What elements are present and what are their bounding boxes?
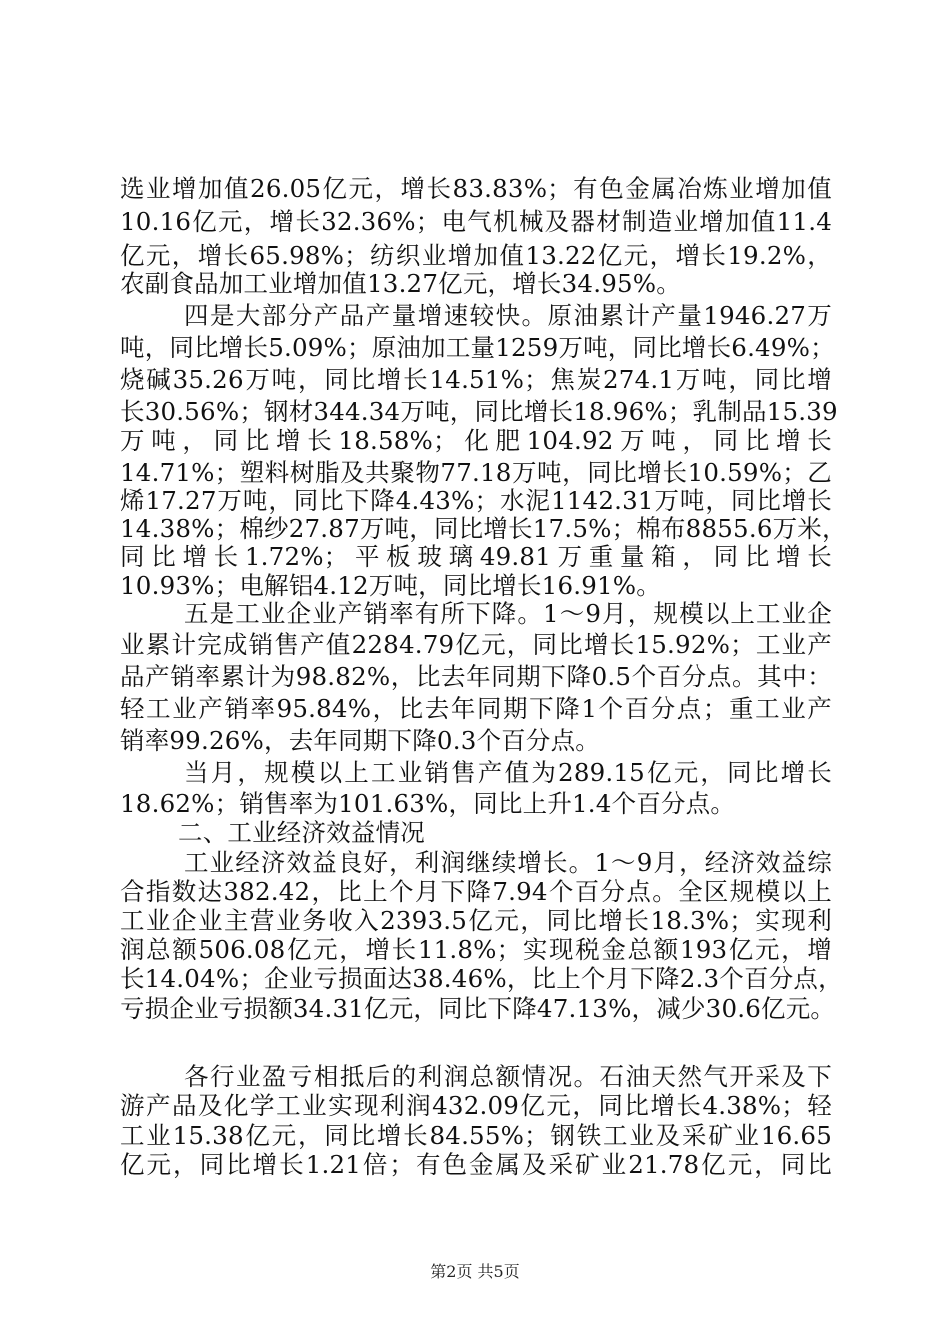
text-line: 业累计完成销售产值2284.79亿元，同比增长15.92%；工业产: [120, 630, 832, 659]
text-line: 10.93%；电解铝4.12万吨，同比增长16.91%。: [120, 571, 661, 600]
text-line: 长14.04%；企业亏损面达38.46%，比上个月下降2.3个百分点，: [120, 964, 843, 993]
text-line: 14.71%；塑料树脂及共聚物77.18万吨，同比增长10.59%；乙: [120, 458, 832, 487]
text-line: 农副食品加工业增加值13.27亿元，增长34.95%。: [120, 269, 681, 298]
text-line: 10.16亿元，增长32.36%；电气机械及器材制造业增加值11.4: [120, 207, 832, 236]
text-line: 万吨，同比增长18.58%；化肥104.92万吨，同比增长: [120, 426, 832, 455]
text-line: 工业企业主营业务收入2393.5亿元，同比增长18.3%；实现利: [120, 906, 832, 935]
text-line: 润总额506.08亿元，增长11.8%；实现税金总额193亿元，增: [120, 935, 832, 964]
paragraph-first-line: 工业经济效益良好，利润继续增长。1～9月，经济效益综: [184, 848, 832, 877]
section-heading: 二、工业经济效益情况: [178, 818, 425, 847]
text-line: 选业增加值26.05亿元，增长83.83%；有色金属冶炼业增加值: [120, 174, 832, 203]
paragraph-first-line: 四是大部分产品产量增速较快。原油累计产量1946.27万: [184, 301, 832, 330]
text-line: 合指数达382.42，比上个月下降7.94个百分点。全区规模以上: [120, 877, 832, 906]
text-line: 烯17.27万吨，同比下降4.43%；水泥1142.31万吨，同比增长: [120, 486, 832, 515]
text-line: 工业15.38亿元，同比增长84.55%；钢铁工业及采矿业16.65: [120, 1121, 832, 1150]
text-line: 亿元，同比增长1.21倍；有色金属及采矿业21.78亿元，同比: [120, 1150, 832, 1179]
text-line: 亏损企业亏损额34.31亿元，同比下降47.13%，减少30.6亿元。: [120, 994, 836, 1023]
text-line: 14.38%；棉纱27.87万吨，同比增长17.5%；棉布8855.6万米，: [120, 514, 847, 543]
paragraph-first-line: 各行业盈亏相抵后的利润总额情况。石油天然气开采及下: [184, 1062, 832, 1091]
page-number-footer: 第2页 共5页: [430, 1262, 520, 1281]
text-line: 烧碱35.26万吨，同比增长14.51%；焦炭274.1万吨，同比增: [120, 365, 832, 394]
text-line: 轻工业产销率95.84%，比去年同期下降1个百分点；重工业产: [120, 694, 832, 723]
text-line: 18.62%；销售率为101.63%，同比上升1.4个百分点。: [120, 789, 736, 818]
text-line: 亿元，增长65.98%；纺织业增加值13.22亿元，增长19.2%，: [120, 241, 832, 270]
text-line: 品产销率累计为98.82%，比去年同期下降0.5个百分点。其中：: [120, 662, 832, 691]
text-line: 长30.56%；钢材344.34万吨，同比增长18.96%；乳制品15.39: [120, 397, 838, 426]
paragraph-first-line: 当月，规模以上工业销售产值为289.15亿元，同比增长: [184, 758, 832, 787]
text-line: 同比增长1.72%；平板玻璃49.81万重量箱，同比增长: [120, 542, 832, 571]
paragraph-first-line: 五是工业企业产销率有所下降。1～9月，规模以上工业企: [184, 599, 832, 628]
text-line: 游产品及化学工业实现利润432.09亿元，同比增长4.38%；轻: [120, 1091, 832, 1120]
text-line: 吨，同比增长5.09%；原油加工量1259万吨，同比增长6.49%；: [120, 333, 835, 362]
text-line: 销率99.26%，去年同期下降0.3个百分点。: [120, 726, 600, 755]
